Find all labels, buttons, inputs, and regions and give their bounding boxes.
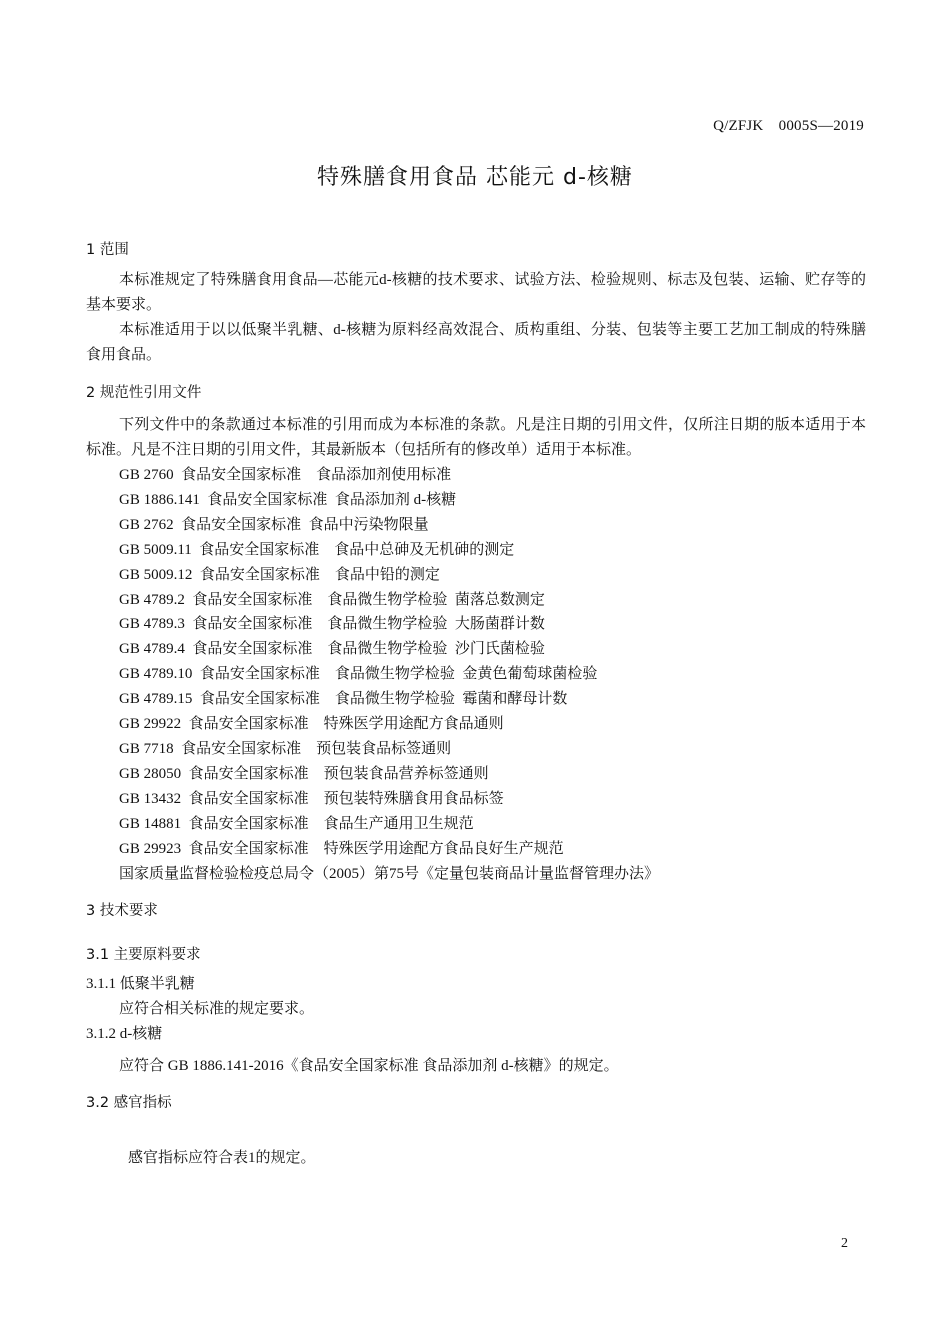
reference-item: GB 5009.11 食品安全国家标准 食品中总砷及无机砷的测定: [119, 541, 515, 558]
reference-item: GB 28050 食品安全国家标准 预包装食品营养标签通则: [119, 765, 489, 782]
section-3-heading: 3 技术要求: [86, 903, 158, 920]
reference-item: 国家质量监督检验检疫总局令（2005）第75号《定量包装商品计量监督管理办法》: [119, 865, 660, 882]
section-3-1-2-text: 应符合 GB 1886.141-2016《食品安全国家标准 食品添加剂 d-核糖》的规定。: [119, 1058, 619, 1075]
reference-item: GB 4789.4 食品安全国家标准 食品微生物学检验 沙门氏菌检验: [119, 641, 545, 658]
reference-item: GB 4789.15 食品安全国家标准 食品微生物学检验 霉菌和酵母计数: [119, 691, 568, 708]
section-2-heading: 2 规范性引用文件: [86, 385, 202, 401]
section-3-2-heading: 3.2 感官指标: [86, 1095, 172, 1112]
section-3-1-2-heading: 3.1.2 d-核糖: [86, 1026, 163, 1043]
document-title: 特殊膳食用食品 芯能元 d-核糖: [317, 165, 633, 190]
reference-item: GB 14881 食品安全国家标准 食品生产通用卫生规范: [119, 815, 474, 832]
reference-list: [86, 463, 866, 886]
section-1-paragraph-2: 本标准适用于以以低聚半乳糖、d-核糖为原料经高效混合、质构重组、分装、包装等主要工艺加工制成的特殊膳食用食品。: [86, 322, 866, 363]
reference-item: GB 2760 食品安全国家标准 食品添加剂使用标准: [119, 467, 452, 483]
reference-item: GB 13432 食品安全国家标准 预包装特殊膳食用食品标签: [119, 790, 504, 807]
reference-item: GB 29923 食品安全国家标准 特殊医学用途配方食品良好生产规范: [119, 840, 564, 857]
section-1-heading: 1 范围: [86, 242, 129, 258]
reference-item: GB 1886.141 食品安全国家标准 食品添加剂 d-核糖: [119, 491, 457, 508]
section-2-intro: 下列文件中的条款通过本标准的引用而成为本标准的条款。凡是注日期的引用文件，仅所注日期的版本适用于本标准。凡是不注日期的引用文件，其最新版本（包括所有的修改单）适用于本标准。: [86, 417, 866, 458]
standard-code: Q/ZFJK 0005S—2019: [713, 118, 864, 134]
reference-item: GB 4789.3 食品安全国家标准 食品微生物学检验 大肠菌群计数: [119, 616, 545, 633]
reference-item: GB 5009.12 食品安全国家标准 食品中铅的测定: [119, 566, 440, 583]
section-3-1-1-heading: 3.1.1 低聚半乳糖: [86, 976, 195, 993]
section-3-1-heading: 3.1 主要原料要求: [86, 947, 201, 964]
document-body: [86, 238, 866, 1171]
reference-item: GB 2762 食品安全国家标准 食品中污染物限量: [119, 516, 429, 533]
section-3-2-text: 感官指标应符合表1的规定。: [128, 1150, 316, 1167]
page-number: 2: [841, 1236, 848, 1251]
reference-item: GB 29922 食品安全国家标准 特殊医学用途配方食品通则: [119, 716, 504, 733]
section-1-paragraph-1: 本标准规定了特殊膳食用食品—芯能元d-核糖的技术要求、试验方法、检验规则、标志及包装、运输、贮存等的基本要求。: [86, 272, 866, 313]
reference-item: GB 4789.10 食品安全国家标准 食品微生物学检验 金黄色葡萄球菌检验: [119, 666, 598, 683]
reference-item: GB 4789.2 食品安全国家标准 食品微生物学检验 菌落总数测定: [119, 591, 545, 608]
reference-item: GB 7718 食品安全国家标准 预包装食品标签通则: [119, 740, 452, 757]
section-3-1-1-text: 应符合相关标准的规定要求。: [119, 1001, 315, 1018]
